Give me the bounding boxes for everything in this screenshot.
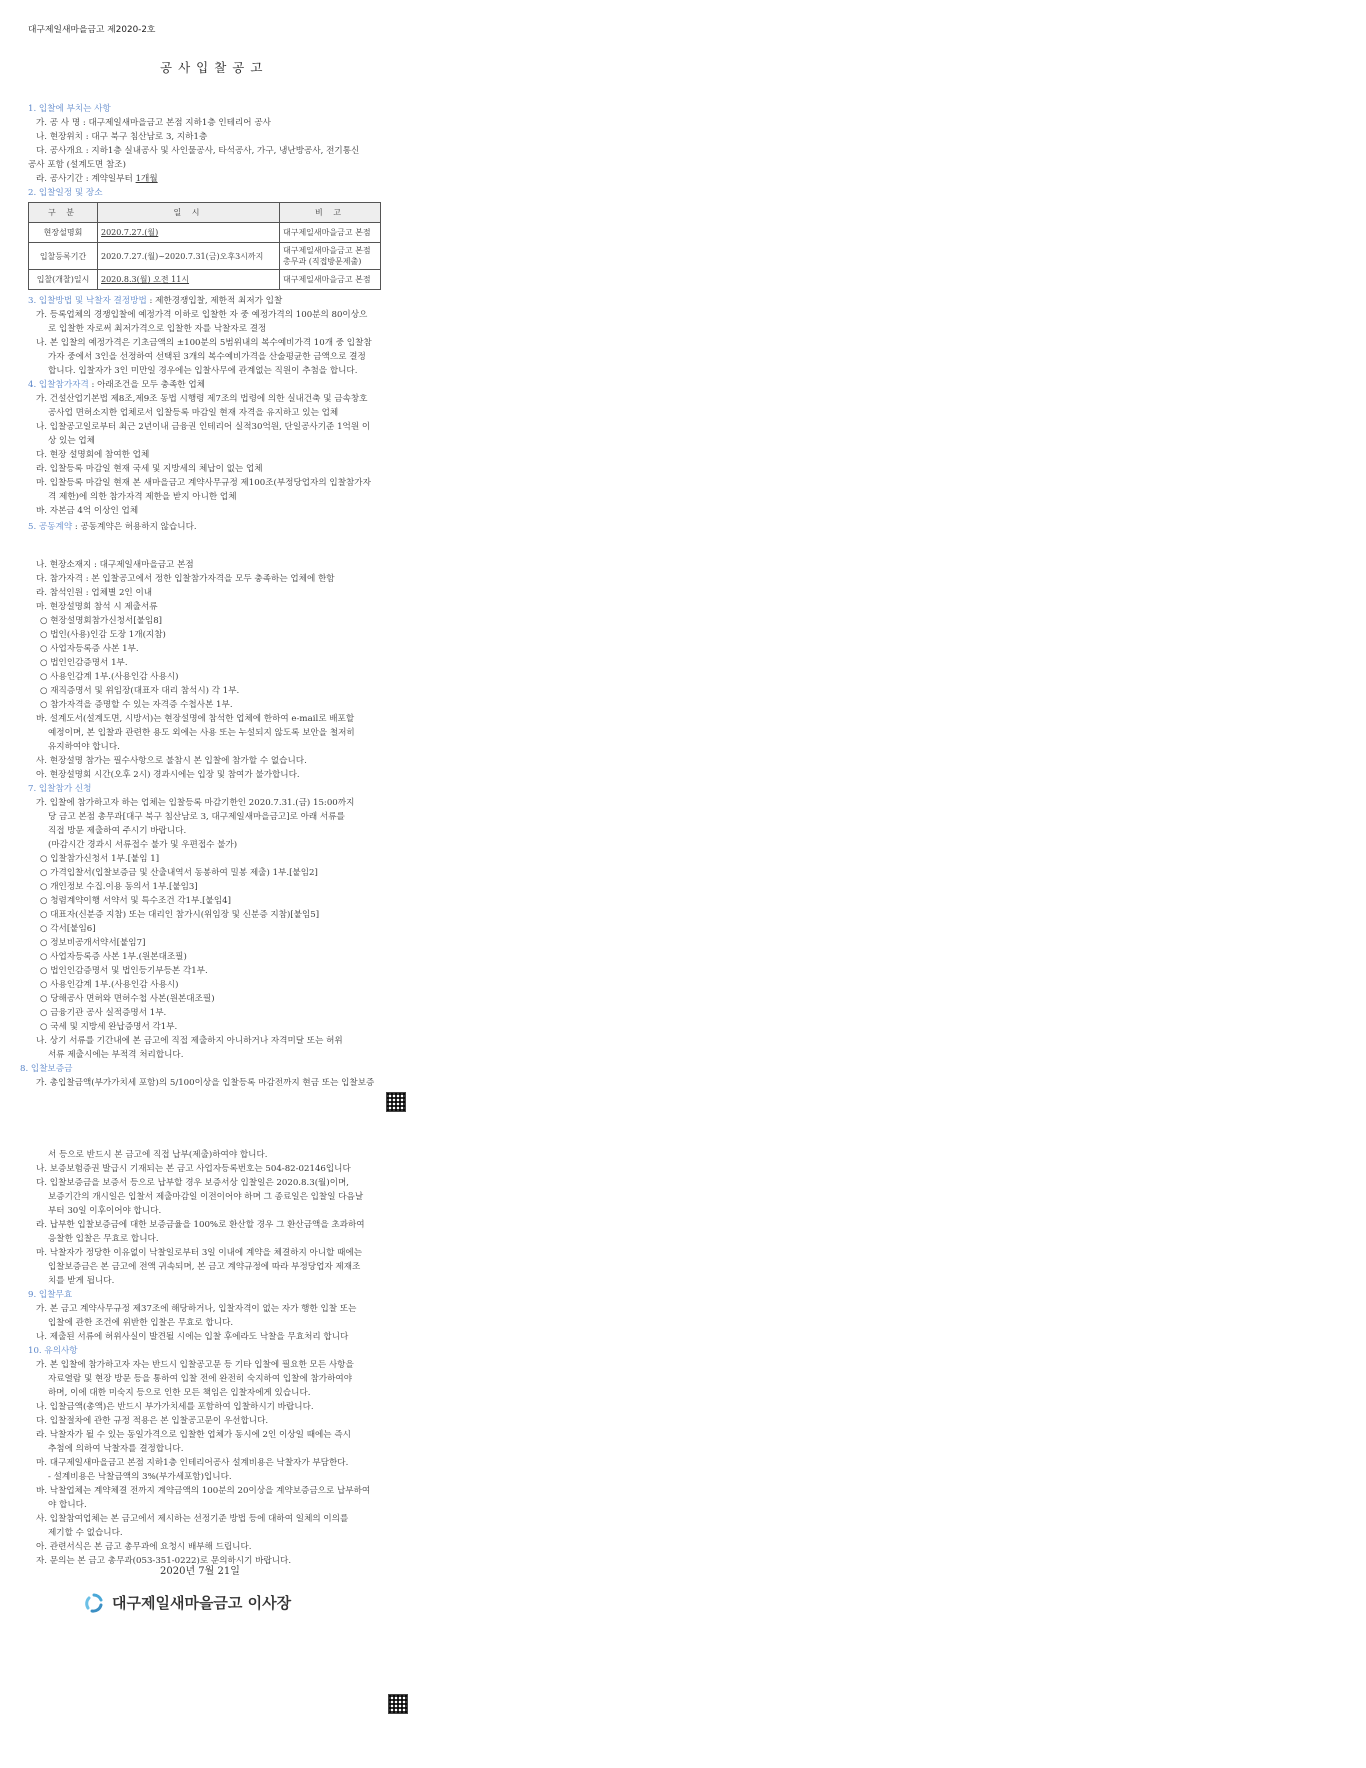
table-header-cell: 구 분 (29, 203, 98, 223)
s7-item: ○ 당해공사 면허와 면허수첩 사본(원본대조필) (40, 994, 215, 1004)
s3-heading-rest: : 제한경쟁입찰, 제한적 최저가 입찰 (146, 296, 283, 306)
s6-tail: 아. 현장설명회 시간(오후 2시) 경과시에는 입장 및 참여가 불가합니다. (36, 770, 300, 780)
s7-line: 직접 방문 제출하여 주시기 바랍니다. (48, 826, 187, 836)
mg-logo-icon (84, 1593, 104, 1613)
s6-item: ○ 사용인감계 1부.(사용인감 사용시) (40, 672, 179, 682)
s10-line: 나. 입찰금액(총액)은 반드시 부가가치세를 포함하여 입찰하시기 바랍니다. (36, 1402, 314, 1412)
s6-line: 나. 현장소재지 : 대구제일새마을금고 본점 (36, 560, 194, 570)
section-block-1 (28, 102, 428, 534)
s6-item: ○ 재직증명서 및 위임장(대표자 대리 참석시) 각 1부. (40, 686, 240, 696)
table-row (29, 270, 381, 290)
s4-line: 다. 현장 설명회에 참여한 업체 (36, 450, 150, 460)
s10-line: 아. 관련서식은 본 금고 총무과에 요청시 배부해 드립니다. (36, 1542, 252, 1552)
s1-line: 다. 공사개요 : 지하1층 실내공사 및 사인물공사, 타석공사, 가구, 냉난방공사, 전기통신 (36, 146, 360, 156)
page-title: 공사입찰공고 (160, 60, 269, 75)
s3-line: 로 입찰한 자로써 최저가격으로 입찰한 자를 낙찰자로 결정 (48, 324, 267, 334)
s5-heading-rest: : 공동계약은 허용하지 않습니다. (72, 522, 197, 532)
schedule-table (28, 202, 381, 290)
s8-cont: 마. 낙찰자가 정당한 이유없이 낙찰일로부터 3일 이내에 계약을 체결하지 아니할 때에는 (36, 1248, 363, 1258)
s8-cont: 라. 납부한 입찰보증금에 대한 보증금율을 100%로 환산할 경우 그 환산금액을 초과하여 (36, 1220, 365, 1230)
s3-line: 가자 중에서 3인을 선정하여 선택된 3개의 복수예비가격을 산술평균한 금액으로 결정 (48, 352, 366, 362)
s10-line: 마. 대구제일새마을금고 본점 지하1층 인테리어공사 설계비용은 낙찰자가 부담한다. (36, 1458, 349, 1468)
s1-period (28, 172, 428, 186)
s3-line: 나. 본 입찰의 예정가격은 기초금액의 ±100분의 5범위내의 복수예비가격 10개 중 입찰참 (36, 338, 372, 348)
s8-cont: 입찰보증금은 본 금고에 전액 귀속되며, 본 금고 계약규정에 따라 부정당업자 제재조 (48, 1262, 361, 1272)
s9-line: 나. 제출된 서류에 허위사실이 발견될 시에는 입찰 후에라도 낙찰을 무효처리 합니다 (36, 1332, 349, 1342)
section-block-2 (20, 558, 428, 1090)
section-heading-7: 7. 입찰참가 신청 (28, 784, 92, 794)
s10-line: 야 합니다. (48, 1500, 87, 1510)
s10-line: 라. 낙찰자가 될 수 있는 동일가격으로 입찰한 업체가 동시에 2인 이상일 때에는 즉시 (36, 1430, 351, 1440)
s10-line: 추첨에 의하여 낙찰자를 결정합니다. (48, 1444, 184, 1454)
s7-tail: 나. 상기 서류를 기간내에 본 금고에 직접 제출하지 아니하거나 자격미달 또는 허위 (36, 1036, 343, 1046)
document-number: 대구제일새마을금고 제2020-2호 (28, 25, 156, 35)
s10-line: - 설계비용은 낙찰금액의 3%(부가세포함)입니다. (48, 1472, 232, 1482)
section-heading-10: 10. 유의사항 (28, 1346, 78, 1356)
table-header-row (29, 203, 381, 223)
s6-item: ○ 법인인감증명서 1부. (40, 658, 128, 668)
s7-item: ○ 청렴계약이행 서약서 및 특수조건 각1부.[붙임4] (40, 896, 231, 906)
s4-line: 나. 입찰공고일로부터 최근 2년이내 금융권 인테리어 실적30억원, 단일공사기준 1억원 이 (36, 422, 371, 432)
s10-line: 다. 입찰절차에 관한 규정 적용은 본 입찰공고문이 우선합니다. (36, 1416, 269, 1426)
s4-line: 상 있는 업체 (48, 436, 95, 446)
table-cell-time: 2020.7.27.(월)~2020.7.31(금)오후3시까지 (98, 243, 280, 270)
s8-cont: 보증기간의 개시일은 입찰서 제출마감일 이전이어야 하며 그 종료일은 입찰일 다음날 (48, 1192, 364, 1202)
s8-cont: 치를 받게 됩니다. (48, 1276, 115, 1286)
s5-heading-label: 5. 공동계약 (28, 522, 73, 532)
s4-line: 격 제한)에 의한 참가자격 제한을 받지 아니한 업체 (48, 492, 237, 502)
section-heading-3 (28, 294, 428, 308)
table-header-cell: 일 시 (98, 203, 280, 223)
s3-heading-label: 3. 입찰방법 및 낙찰자 결정방법 (28, 296, 147, 306)
s3-line: 합니다. 입찰자가 3인 미만일 경우에는 입찰사무에 관계없는 직원이 추첨을 합니다. (48, 366, 358, 376)
table-row (29, 223, 381, 243)
s10-line: 바. 낙찰업체는 계약체결 전까지 계약금액의 100분의 20이상을 계약보증금으로 납부하여 (36, 1486, 371, 1496)
s6-tail: 사. 현장설명 참가는 필수사항으로 불참시 본 입찰에 참가할 수 없습니다. (36, 756, 307, 766)
s4-heading-rest: : 아래조건을 모두 충족한 업체 (88, 380, 205, 390)
section-heading-5 (28, 520, 428, 534)
s7-item: ○ 법인인감증명서 및 법인등기부등본 각1부. (40, 966, 208, 976)
signature-text: 대구제일새마을금고 이사장 (112, 1594, 292, 1612)
table-row (29, 243, 381, 270)
s3-line: 가. 등록업체의 경쟁입찰에 예정가격 이하로 입찰한 자 중 예정가격의 100분의 80이상으 (36, 310, 368, 320)
s7-line: 가. 입찰에 참가하고자 하는 업체는 입찰등록 마감기한인 2020.7.31.(금) 15:00까지 (36, 798, 355, 808)
s7-item: ○ 금융기관 공사 실적증명서 1부. (40, 1008, 167, 1018)
s7-tail: 서류 제출시에는 부적격 처리합니다. (48, 1050, 184, 1060)
table-cell-label: 입찰등록기간 (29, 243, 98, 270)
section-heading-4 (28, 378, 428, 392)
s10-line: 제기할 수 없습니다. (48, 1528, 123, 1538)
s6-tail: 유지하여야 합니다. (48, 742, 120, 752)
s8-line: 가. 총입찰금액(부가가치세 포함)의 5/100이상을 입찰등록 마감전까지 현금 또는 입찰보증 (36, 1078, 375, 1088)
s1-period-prefix: 라. 공사기간 : 계약일부터 (36, 174, 136, 184)
s8-cont: 나. 보증보험증권 발급시 기재되는 본 금고 사업자등록번호는 504-82-02146입니다 (36, 1164, 351, 1174)
s6-line: 다. 참가자격 : 본 입찰공고에서 정한 입찰참가자격을 모두 충족하는 업체에 한함 (36, 574, 335, 584)
s4-heading-label: 4. 입찰참가자격 (28, 380, 89, 390)
s8-cont: 서 등으로 반드시 본 금고에 직접 납부(제출)하여야 합니다. (48, 1150, 268, 1160)
s1-line: 공사 포함 (설계도면 참조) (28, 160, 126, 170)
s9-line: 입찰에 관한 조건에 위반한 입찰은 무효로 합니다. (48, 1318, 234, 1328)
s7-item: ○ 국세 및 지방세 완납증명서 각1부. (40, 1022, 178, 1032)
table-cell-time: 2020.8.3(월) 오전 11시 (98, 270, 280, 290)
s1-line: 나. 현장위치 : 대구 북구 침산남로 3, 지하1층 (36, 132, 208, 142)
table-cell-note: 대구제일새마을금고 본점 (280, 270, 381, 290)
s7-item: ○ 개인정보 수집.이용 동의서 1부.[붙임3] (40, 882, 198, 892)
s8-cont: 응찰한 입찰은 무효로 합니다. (48, 1234, 159, 1244)
s4-line: 공사업 면허소지한 업체로서 입찰등록 마감일 현재 자격을 유지하고 있는 업체 (48, 408, 339, 418)
table-cell-label: 현장설명회 (29, 223, 98, 243)
qr-code-icon (388, 1694, 408, 1714)
qr-code-icon (386, 1092, 406, 1112)
s7-line: (마감시간 경과시 서류접수 불가 및 우편접수 불가) (48, 840, 238, 850)
s6-line: 마. 현장설명회 참석 시 제출서류 (36, 602, 158, 612)
notice-date: 2020년 7월 21일 (160, 1566, 240, 1577)
s7-item: ○ 가격입찰서(입찰보증금 및 산출내역서 동봉하여 밀봉 제출) 1부.[붙임2] (40, 868, 318, 878)
s1-period-value: 1개월 (135, 174, 158, 184)
s10-line: 자. 문의는 본 금고 총무과(053-351-0222)로 문의하시기 바랍니다. (36, 1556, 292, 1566)
s10-line: 자료열람 및 현장 방문 등을 통하여 입찰 전에 완전히 숙지하여 입찰에 참가하여야 (48, 1374, 353, 1384)
s6-item: ○ 참가자격을 증명할 수 있는 자격증 수첩사본 1부. (40, 700, 233, 710)
s6-item: ○ 현장설명회참가신청서[붙임8] (40, 616, 163, 626)
s4-line: 가. 건설산업기본법 제8조,제9조 동법 시행령 제7조의 법령에 의한 실내건축 및 금속창호 (36, 394, 368, 404)
s8-cont: 부터 30일 이후이어야 합니다. (48, 1206, 162, 1216)
table-cell-label: 입찰(개찰)일시 (29, 270, 98, 290)
s10-line: 하며, 이에 대한 미숙지 등으로 인한 모든 책임은 입찰자에게 있습니다. (48, 1388, 311, 1398)
section-heading-9: 9. 입찰무효 (28, 1290, 73, 1300)
s7-item: ○ 대표자(신분증 지참) 또는 대리인 참가시(위임장 및 신분증 지참)[붙임5] (40, 910, 320, 920)
section-block-3 (28, 1148, 428, 1568)
section-heading-2: 2. 입찰일정 및 장소 (28, 188, 103, 198)
s7-item: ○ 정보비공개서약서[붙임7] (40, 938, 146, 948)
table-cell-time: 2020.7.27.(월) (98, 223, 280, 243)
s9-line: 가. 본 금고 계약사무규정 제37조에 해당하거나, 입찰자격이 없는 자가 행한 입찰 또는 (36, 1304, 357, 1314)
s10-line: 가. 본 입찰에 참가하고자 자는 반드시 입찰공고문 등 기타 입찰에 필요한 모든 사항을 (36, 1360, 354, 1370)
s7-line: 당 금고 본점 총무과[대구 북구 침산남로 3, 대구제일새마을금고]로 아래 서류를 (48, 812, 345, 822)
s1-line: 가. 공 사 명 : 대구제일새마을금고 본점 지하1층 인테리어 공사 (36, 118, 271, 128)
table-cell-note: 대구제일새마을금고 본점 총무과 (직접방문제출) (280, 243, 381, 270)
s6-tail: 바. 설계도서(설계도면, 시방서)는 현장설명에 참석한 업체에 한하여 e-mail로 배포할 (36, 714, 355, 724)
table-header-cell: 비 고 (280, 203, 381, 223)
section-heading-8: 8. 입찰보증금 (20, 1064, 73, 1074)
s7-item: ○ 각서[붙임6] (40, 924, 96, 934)
s6-line: 라. 참석인원 : 업체별 2인 이내 (36, 588, 153, 598)
signature-block (84, 1592, 291, 1613)
s6-item: ○ 법인(사용)인감 도장 1개(지참) (40, 630, 166, 640)
s10-line: 사. 입찰참여업체는 본 금고에서 제시하는 선정기준 방법 등에 대하여 일체의 이의를 (36, 1514, 349, 1524)
table-cell-note: 대구제일새마을금고 본점 (280, 223, 381, 243)
s4-line: 라. 입찰등록 마감일 현재 국세 및 지방세의 체납이 없는 업체 (36, 464, 263, 474)
s8-cont: 다. 입찰보증금을 보증서 등으로 납부할 경우 보증서상 입찰일은 2020.8.3(월)이며, (36, 1178, 350, 1188)
section-heading-1: 1. 입찰에 부치는 사항 (28, 104, 111, 114)
s6-item: ○ 사업자등록증 사본 1부. (40, 644, 139, 654)
s4-line: 바. 자본금 4억 이상인 업체 (36, 506, 139, 516)
s6-tail: 예정이며, 본 입찰과 관련한 용도 외에는 사용 또는 누설되지 않도록 보안을 철저히 (48, 728, 355, 738)
s7-item: ○ 사업자등록증 사본 1부.(원본대조필) (40, 952, 187, 962)
s4-line: 마. 입찰등록 마감일 현재 본 새마을금고 계약사무규정 제100조(부정당업자의 입찰참가자 (36, 478, 371, 488)
s7-item: ○ 사용인감계 1부.(사용인감 사용시) (40, 980, 179, 990)
s7-item: ○ 입찰참가신청서 1부.[붙임 1] (40, 854, 160, 864)
